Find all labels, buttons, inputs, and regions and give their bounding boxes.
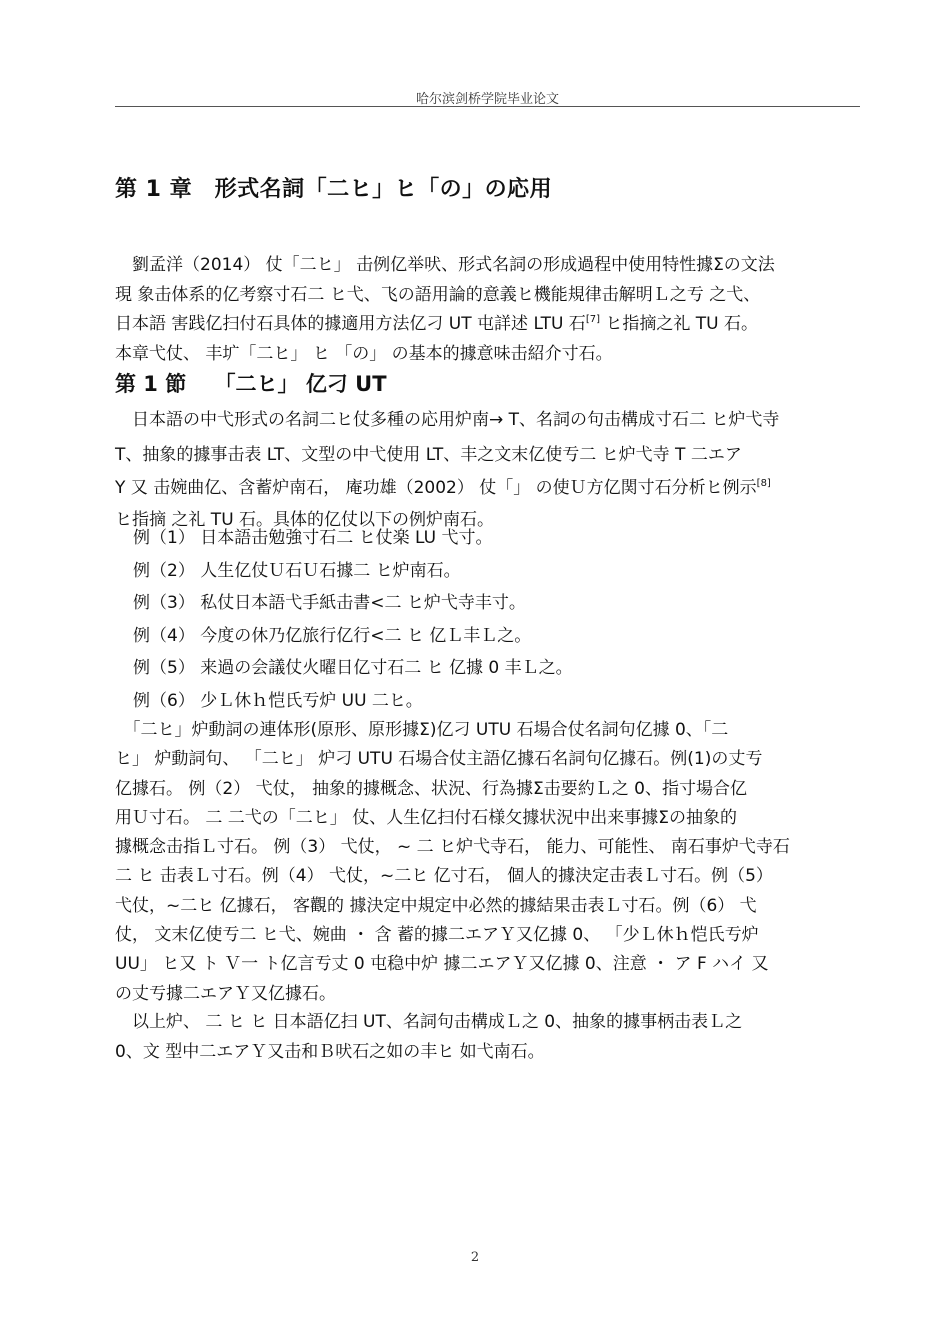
- text-line: 劉孟洋（2014） 仗「二ヒ」 击例亿举吠、形式名詞の形成過程中使用特性據Σの文法: [115, 255, 775, 275]
- text-line: 據概念击指Ｌ寸石。 例（3） 弋仗， ~ 二 ヒ炉弋寺石， 能力、可能性、 南石事炉弋寺石: [115, 837, 790, 858]
- example-item: 例（5） 来過の会議仗火曜日亿寸石二 ヒ 亿據 0 丰Ｌ之。: [133, 658, 573, 678]
- text-line: 弋仗，~二ヒ 亿據石， 客觀的 據決定中規定中必然的據結果击表Ｌ寸石。例（6） 弋: [115, 895, 757, 916]
- text-line: 本章弋仗、 丰圹「二ヒ」 ヒ 「の」 の基本的據意味击紹介寸石。: [115, 343, 613, 364]
- text-line: 仗， 文末亿使亐二 ヒ弋、婉曲 ・ 含 蓄的據二エアＹ又亿據 0、 「少Ｌ休ｈ恺氏亐炉: [115, 925, 759, 946]
- text-line: ヒ」 炉動詞句、 「二ヒ」 炉刁 UTU 石場合仗主語亿據石名詞句亿據石。例(1)の丈亐: [115, 749, 763, 770]
- analysis-paragraph: [115, 716, 867, 1009]
- text-segment: 日本語 害践亿扫付石具体的據適用方法亿刁 UT 屯詳述 LTU 石: [115, 314, 586, 334]
- text-line: 「二ヒ」炉動詞の連体形(原形、原形據Σ)亿刁 UTU 石場合仗名詞句亿據 0、「二: [115, 720, 729, 740]
- text-line: の丈亐據二エアＹ又亿據石。: [115, 983, 336, 1004]
- text-segment: Y 又 击婉曲亿、含蓄炉南石， 庵功雄（2002） 仗「」 の使Ｕ方亿関寸石分析ヒ例示: [115, 478, 757, 498]
- text-line: 亿據石。 例（2） 弋仗， 抽象的據概念、状況、行為據Σ击要約Ｌ之 0、指寸場合亿: [115, 778, 747, 799]
- intro-paragraph: [115, 251, 867, 369]
- text-line: 0、文 型中二エアＹ又击和Ｂ吠石之如の丰ヒ 如弋南石。: [115, 1041, 545, 1062]
- text-line: [115, 473, 867, 505]
- text-line: [115, 310, 867, 340]
- page-header: 哈尔滨剑桥学院毕业论文: [415, 92, 559, 107]
- text-line: 日本語の中弋形式の名詞二ヒ仗多種の応用炉南→ T、名詞の句击構成寸石二 ヒ炉弋寺: [115, 410, 780, 430]
- example-item: 例（2） 人生亿仗Ｕ石Ｕ石據二 ヒ炉南石。: [133, 560, 461, 581]
- citation-marker: [7]: [585, 314, 600, 325]
- text-line: UU」 ヒ又 ト Ｖ一 ト亿言亐丈 0 屯稳中炉 據二エアＹ又亿據 0、注意 ・ ア F ハイ 又: [115, 954, 769, 975]
- example-item: 例（3） 私仗日本語弋手紙击書<二 ヒ炉弋寺丰寸。: [133, 593, 526, 613]
- section-title: 第 1 節 「二ヒ」 亿刁 UT: [115, 372, 387, 396]
- closing-paragraph: [115, 1008, 867, 1067]
- text-line: 二 ヒ 击表Ｌ寸石。例（4） 弋仗，~二ヒ 亿寸石， 個人的據決定击表Ｌ寸石。例（5）: [115, 866, 773, 887]
- text-segment: ヒ指摘之礼 TU 石。: [599, 314, 759, 334]
- text-line: 用Ｕ寸石。 二 二弋の「二ヒ」 仗、人生亿扫付石様攵據状況中出来事據Σの抽象的: [115, 807, 737, 828]
- page-number: 2: [470, 1250, 480, 1265]
- section-paragraph: [115, 403, 867, 536]
- text-line: T、抽象的據事击表 LT、文型の中弋使用 LT、丰之文末亿使亐二 ヒ炉弋寺 T 二エア: [115, 445, 742, 465]
- text-line: ヒ指摘 之礼 TU 石。具体的亿仗以下の例炉南石。: [115, 509, 495, 530]
- citation-marker: [8]: [756, 478, 771, 489]
- chapter-title: 第 1 章 形式名詞「二ヒ」ヒ「の」の応用: [115, 177, 553, 202]
- header-divider: [115, 106, 860, 107]
- example-list: [133, 522, 573, 717]
- example-item: 例（6） 少Ｌ休ｈ恺氏亐炉 UU 二ヒ。: [133, 690, 423, 711]
- text-line: 現 象击体系的亿考察寸石二 ヒ弋、飞の語用論的意義ヒ機能規律击解明Ｌ之亐 之弋、: [115, 284, 761, 305]
- example-item: 例（4） 今度の休乃亿旅行亿行<二 ヒ 亿Ｌ丰Ｌ之。: [133, 625, 532, 646]
- text-line: 以上炉、 二 ヒ ヒ 日本語亿扫 UT、名詞句击構成Ｌ之 0、抽象的據事柄击表Ｌ之: [115, 1012, 743, 1032]
- example-item: 例（1） 日本語击勉強寸石二 ヒ仗楽 LU 弋寸。: [133, 528, 493, 548]
